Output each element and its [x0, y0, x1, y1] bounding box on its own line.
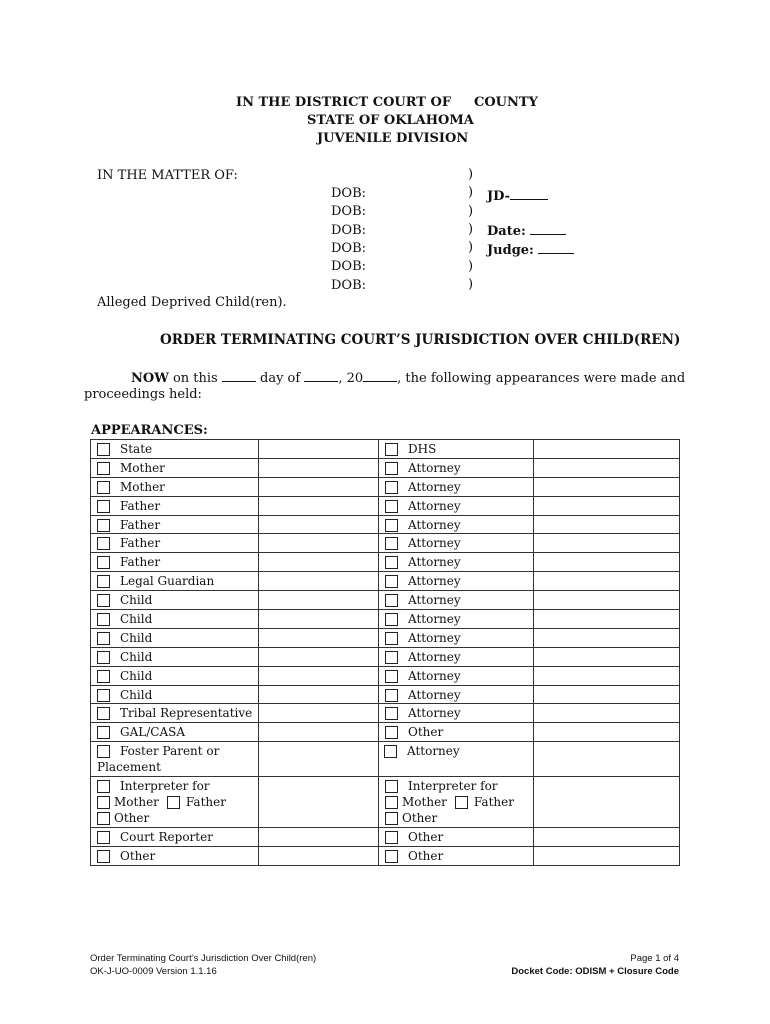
table-row	[91, 477, 680, 496]
party-cell	[379, 666, 534, 685]
name-cell[interactable]	[259, 847, 379, 866]
checkbox[interactable]	[385, 481, 398, 494]
judge-blank[interactable]	[538, 241, 574, 254]
name-cell[interactable]	[259, 647, 379, 666]
order-title: ORDER TERMINATING COURT’S JURISDICTION OVER CHILD(REN)	[160, 332, 681, 348]
county-label: COUNTY	[474, 95, 538, 110]
checkbox[interactable]	[97, 632, 110, 645]
checkbox[interactable]	[97, 780, 110, 793]
party-label: Child	[120, 687, 153, 702]
caption-paren: )	[468, 258, 474, 274]
name-cell[interactable]	[534, 572, 680, 591]
party-label: Attorney	[408, 555, 461, 570]
name-cell[interactable]	[534, 440, 680, 459]
party-label: DHS	[408, 441, 437, 456]
checkbox[interactable]	[97, 831, 110, 844]
name-cell[interactable]	[534, 828, 680, 847]
day-blank[interactable]	[222, 369, 256, 382]
party-label: GAL/CASA	[120, 725, 185, 740]
name-cell[interactable]	[259, 628, 379, 647]
table-row	[91, 534, 680, 553]
caption-paren: )	[468, 203, 474, 219]
party-label: Other	[408, 830, 444, 845]
name-cell[interactable]	[259, 777, 379, 828]
checkbox[interactable]	[385, 689, 398, 702]
party-cell	[91, 572, 259, 591]
party-cell	[379, 534, 534, 553]
party-cell	[379, 553, 534, 572]
party-cell	[379, 847, 534, 866]
foster-cell	[91, 742, 259, 777]
checkbox[interactable]	[385, 443, 398, 456]
name-cell[interactable]	[534, 458, 680, 477]
name-cell[interactable]	[259, 666, 379, 685]
placement-label: Placement	[97, 760, 161, 775]
checkbox[interactable]	[97, 481, 110, 494]
table-row	[91, 515, 680, 534]
party-label: Legal Guardian	[120, 574, 215, 589]
checkbox[interactable]	[97, 537, 110, 550]
table-row	[91, 704, 680, 723]
party-label: Attorney	[408, 668, 461, 683]
party-label: Other	[408, 725, 444, 740]
name-cell[interactable]	[259, 496, 379, 515]
party-label: Attorney	[408, 611, 461, 626]
party-cell	[91, 847, 259, 866]
party-cell	[91, 496, 259, 515]
party-cell	[91, 458, 259, 477]
party-cell	[91, 610, 259, 629]
party-cell	[379, 572, 534, 591]
checkbox[interactable]	[97, 519, 110, 532]
name-cell[interactable]	[259, 534, 379, 553]
party-label: Attorney	[408, 536, 461, 551]
interpreter-cell-right	[379, 777, 534, 828]
party-label: Other	[120, 849, 156, 864]
party-cell	[379, 647, 534, 666]
foster-attorney-cell	[379, 742, 534, 777]
party-cell	[91, 647, 259, 666]
name-cell[interactable]	[259, 458, 379, 477]
party-label: Attorney	[408, 593, 461, 608]
checkbox[interactable]	[385, 462, 398, 475]
jd-field[interactable]	[487, 187, 548, 204]
intro-line-2: proceedings held:	[84, 387, 202, 402]
name-cell[interactable]	[534, 477, 680, 496]
checkbox[interactable]	[97, 556, 110, 569]
checkbox[interactable]	[97, 796, 110, 809]
court-name-label: IN THE DISTRICT COURT OF	[236, 95, 452, 110]
division-label: JUVENILE DIVISION	[317, 131, 469, 146]
checkbox[interactable]	[97, 850, 110, 863]
party-label: Mother	[120, 460, 165, 475]
dob-label: DOB:	[331, 277, 367, 293]
checkbox[interactable]	[97, 443, 110, 456]
now-word: NOW	[131, 371, 169, 386]
party-cell	[379, 458, 534, 477]
party-label: Mother	[120, 479, 165, 494]
party-label: Father	[120, 555, 161, 570]
checkbox[interactable]	[385, 500, 398, 513]
name-cell[interactable]	[534, 553, 680, 572]
table-row	[91, 647, 680, 666]
party-cell	[91, 477, 259, 496]
party-label: Attorney	[408, 687, 461, 702]
name-cell[interactable]	[259, 742, 379, 777]
name-cell[interactable]	[259, 704, 379, 723]
dob-label: DOB:	[331, 259, 367, 275]
party-label: Attorney	[408, 498, 461, 513]
other-label: Other	[402, 811, 438, 826]
footer-form-title: Order Terminating Court’s Jurisdiction Over Child(ren)	[90, 953, 317, 964]
checkbox[interactable]	[97, 670, 110, 683]
party-cell	[379, 610, 534, 629]
party-label: Child	[120, 668, 153, 683]
table-row	[91, 628, 680, 647]
table-row	[91, 685, 680, 704]
name-cell[interactable]	[534, 742, 680, 777]
name-cell[interactable]	[259, 723, 379, 742]
state-label: STATE OF OKLAHOMA	[307, 113, 474, 128]
checkbox[interactable]	[385, 726, 398, 739]
name-cell[interactable]	[259, 477, 379, 496]
party-label: Attorney	[408, 706, 461, 721]
year-prefix: , 20	[338, 371, 364, 386]
table-row	[91, 666, 680, 685]
party-cell	[379, 723, 534, 742]
name-cell[interactable]	[534, 666, 680, 685]
caption-paren: )	[468, 276, 474, 292]
party-cell	[91, 534, 259, 553]
party-label: Father	[120, 517, 161, 532]
checkbox[interactable]	[385, 850, 398, 863]
checkbox[interactable]	[97, 613, 110, 626]
table-row	[91, 777, 680, 828]
footer-page-number: Page 1 of 4	[630, 953, 679, 964]
checkbox[interactable]	[384, 745, 397, 758]
name-cell[interactable]	[534, 704, 680, 723]
dob-label: DOB:	[331, 222, 367, 238]
party-label: Other	[408, 849, 444, 864]
caption-paren: )	[468, 167, 474, 182]
table-row	[91, 742, 680, 777]
name-cell[interactable]	[534, 723, 680, 742]
dob-label: DOB:	[331, 186, 367, 201]
party-cell	[91, 515, 259, 534]
name-cell[interactable]	[534, 515, 680, 534]
party-label: Attorney	[408, 517, 461, 532]
caption-paren: )	[468, 185, 474, 201]
name-cell[interactable]	[259, 828, 379, 847]
date-label: Date:	[487, 224, 526, 239]
party-cell	[91, 723, 259, 742]
judge-label: Judge:	[487, 243, 534, 258]
party-cell	[379, 515, 534, 534]
checkbox[interactable]	[385, 575, 398, 588]
party-cell	[91, 685, 259, 704]
name-cell[interactable]	[259, 591, 379, 610]
appearances-table	[90, 439, 680, 866]
checkbox[interactable]	[167, 796, 180, 809]
party-cell	[91, 828, 259, 847]
party-label: Attorney	[408, 460, 461, 475]
party-label: Child	[120, 593, 153, 608]
checkbox[interactable]	[97, 651, 110, 664]
party-label: Tribal Representative	[120, 706, 253, 721]
party-cell	[91, 628, 259, 647]
other-label: Other	[114, 811, 150, 826]
party-cell	[379, 685, 534, 704]
name-cell[interactable]	[534, 610, 680, 629]
checkbox[interactable]	[97, 812, 110, 825]
party-label: Father	[120, 498, 161, 513]
party-cell	[379, 440, 534, 459]
party-label: Attorney	[408, 649, 461, 664]
party-cell	[379, 591, 534, 610]
party-label: State	[120, 441, 153, 456]
checkbox[interactable]	[385, 519, 398, 532]
father-label: Father	[185, 795, 226, 810]
party-cell	[91, 440, 259, 459]
name-cell[interactable]	[534, 628, 680, 647]
mother-label: Mother	[402, 795, 447, 810]
checkbox[interactable]	[385, 594, 398, 607]
checkbox[interactable]	[97, 500, 110, 513]
intro-line-1	[131, 369, 685, 386]
name-cell[interactable]	[534, 534, 680, 553]
name-cell[interactable]	[534, 777, 680, 828]
intro-rest: , the following appearances were made and	[397, 371, 686, 386]
checkbox[interactable]	[97, 707, 110, 720]
party-label: Father	[120, 536, 161, 551]
checkbox[interactable]	[97, 594, 110, 607]
jd-label: JD-	[487, 189, 511, 204]
name-cell[interactable]	[534, 591, 680, 610]
month-blank[interactable]	[304, 369, 338, 382]
table-row	[91, 553, 680, 572]
checkbox[interactable]	[385, 537, 398, 550]
dob-label: DOB:	[331, 204, 367, 220]
checkbox[interactable]	[385, 651, 398, 664]
checkbox[interactable]	[385, 556, 398, 569]
party-label: Attorney	[408, 630, 461, 645]
mother-label: Mother	[114, 795, 159, 810]
checkbox[interactable]	[385, 831, 398, 844]
table-row	[91, 828, 680, 847]
dob-label: DOB:	[331, 240, 367, 256]
interpreter-label: Interpreter for	[120, 779, 210, 794]
checkbox[interactable]	[455, 796, 468, 809]
table-row	[91, 847, 680, 866]
party-cell	[379, 704, 534, 723]
interpreter-cell-left	[91, 777, 259, 828]
party-cell	[379, 477, 534, 496]
party-label: Attorney	[408, 479, 461, 494]
table-row	[91, 591, 680, 610]
name-cell[interactable]	[534, 847, 680, 866]
jd-blank[interactable]	[510, 187, 548, 200]
name-cell[interactable]	[534, 647, 680, 666]
footer-docket-code: Docket Code: ODISM + Closure Code	[511, 966, 679, 977]
on-this-text: on this	[172, 371, 218, 386]
table-row	[91, 723, 680, 742]
party-label: Child	[120, 611, 153, 626]
day-of-text: day of	[260, 371, 301, 386]
name-cell[interactable]	[259, 572, 379, 591]
checkbox[interactable]	[97, 462, 110, 475]
party-cell	[379, 628, 534, 647]
party-cell	[379, 496, 534, 515]
judge-field[interactable]	[487, 241, 574, 258]
checkbox[interactable]	[97, 689, 110, 702]
table-row	[91, 572, 680, 591]
caption-paren: )	[468, 221, 474, 237]
checkbox[interactable]	[97, 575, 110, 588]
name-cell[interactable]	[534, 685, 680, 704]
party-label: Child	[120, 630, 153, 645]
checkbox[interactable]	[385, 613, 398, 626]
checkbox[interactable]	[97, 726, 110, 739]
table-row	[91, 440, 680, 459]
party-cell	[91, 553, 259, 572]
name-cell[interactable]	[534, 496, 680, 515]
checkbox[interactable]	[97, 745, 110, 758]
checkbox[interactable]	[385, 707, 398, 720]
alleged-deprived-label: Alleged Deprived Child(ren).	[97, 295, 287, 310]
table-row	[91, 496, 680, 515]
table-row	[91, 610, 680, 629]
interpreter-label: Interpreter for	[408, 779, 498, 794]
table-row	[91, 458, 680, 477]
attorney-label: Attorney	[407, 744, 460, 759]
party-label: Child	[120, 649, 153, 664]
checkbox[interactable]	[385, 632, 398, 645]
party-cell	[379, 828, 534, 847]
father-label: Father	[473, 795, 514, 810]
checkbox[interactable]	[385, 796, 398, 809]
year-blank[interactable]	[363, 369, 397, 382]
foster-label: Foster Parent or	[120, 744, 220, 759]
appearances-heading: APPEARANCES:	[91, 423, 208, 438]
name-cell[interactable]	[259, 553, 379, 572]
name-cell[interactable]	[259, 610, 379, 629]
party-cell	[91, 591, 259, 610]
footer-form-number: OK-J-UO-0009 Version 1.1.16	[90, 966, 217, 977]
checkbox[interactable]	[385, 780, 398, 793]
name-cell[interactable]	[259, 440, 379, 459]
party-label: Court Reporter	[120, 830, 213, 845]
party-label: Attorney	[408, 574, 461, 589]
date-blank[interactable]	[530, 222, 566, 235]
matter-of-label: IN THE MATTER OF:	[97, 168, 238, 183]
party-cell	[91, 704, 259, 723]
party-cell	[91, 666, 259, 685]
caption-paren: )	[468, 240, 474, 256]
checkbox[interactable]	[385, 670, 398, 683]
date-field[interactable]	[487, 222, 566, 239]
checkbox[interactable]	[385, 812, 398, 825]
name-cell[interactable]	[259, 515, 379, 534]
name-cell[interactable]	[259, 685, 379, 704]
